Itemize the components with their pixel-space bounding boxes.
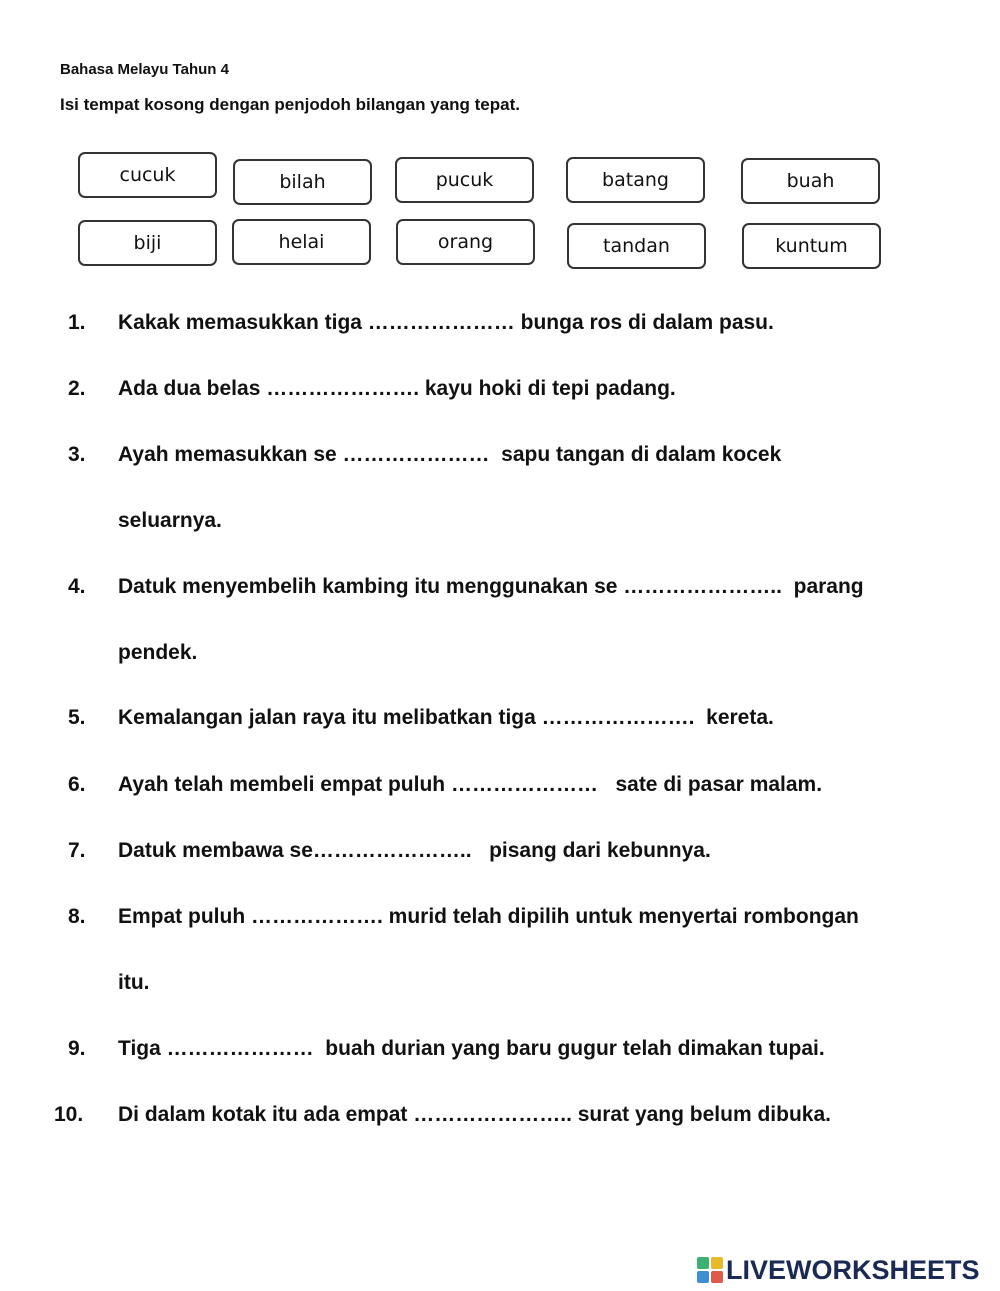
logo-icon — [697, 1257, 723, 1283]
question-number: 5. — [68, 706, 86, 729]
word-box-pucuk[interactable]: pucuk — [395, 157, 534, 203]
question-number: 8. — [68, 905, 86, 928]
question-text: Tiga ………………… buah durian yang baru gugur telah dimakan tupai. — [118, 1037, 825, 1060]
worksheet-subject: Bahasa Melayu Tahun 4 — [60, 61, 229, 78]
question-number: 6. — [68, 773, 86, 796]
question-text: Datuk menyembelih kambing itu menggunakan se ………………….. parang — [118, 575, 864, 598]
question-text-continued: itu. — [118, 971, 150, 994]
question-text: Ayah memasukkan se ………………… sapu tangan di dalam kocek — [118, 443, 782, 466]
word-box-buah[interactable]: buah — [741, 158, 880, 204]
question-number: 4. — [68, 575, 86, 598]
question-number: 9. — [68, 1037, 86, 1060]
question-text: Empat puluh ………………. murid telah dipilih untuk menyertai rombongan — [118, 905, 859, 928]
question-text: Kemalangan jalan raya itu melibatkan tiga …………………. kereta. — [118, 706, 774, 729]
question-text: Ayah telah membeli empat puluh ………………… sate di pasar malam. — [118, 773, 823, 796]
word-box-bilah[interactable]: bilah — [233, 159, 372, 205]
question-number: 2. — [68, 377, 86, 400]
question-text: Kakak memasukkan tiga ………………… bunga ros di dalam pasu. — [118, 311, 774, 334]
word-box-cucuk[interactable]: cucuk — [78, 152, 217, 198]
word-box-biji[interactable]: biji — [78, 220, 217, 266]
word-box-batang[interactable]: batang — [566, 157, 705, 203]
logo-block — [697, 1271, 709, 1283]
question-number: 7. — [68, 839, 86, 862]
logo-text: LIVEWORKSHEETS — [726, 1254, 980, 1285]
question-text-continued: pendek. — [118, 641, 198, 664]
question-text: Di dalam kotak itu ada empat ………………….. surat yang belum dibuka. — [118, 1103, 831, 1126]
logo-block — [711, 1257, 723, 1269]
logo-block — [711, 1271, 723, 1283]
question-number: 10. — [54, 1103, 84, 1126]
liveworksheets-logo — [697, 1256, 980, 1284]
question-number: 3. — [68, 443, 86, 466]
question-text-continued: seluarnya. — [118, 509, 222, 532]
word-box-kuntum[interactable]: kuntum — [742, 223, 881, 269]
logo-block — [697, 1257, 709, 1269]
word-box-orang[interactable]: orang — [396, 219, 535, 265]
question-number: 1. — [68, 311, 86, 334]
question-text: Ada dua belas …………………. kayu hoki di tepi padang. — [118, 377, 676, 400]
worksheet-instruction: Isi tempat kosong dengan penjodoh bilangan yang tepat. — [60, 95, 520, 114]
word-box-tandan[interactable]: tandan — [567, 223, 706, 269]
word-box-helai[interactable]: helai — [232, 219, 371, 265]
question-text: Datuk membawa se………………….. pisang dari kebunnya. — [118, 839, 711, 862]
